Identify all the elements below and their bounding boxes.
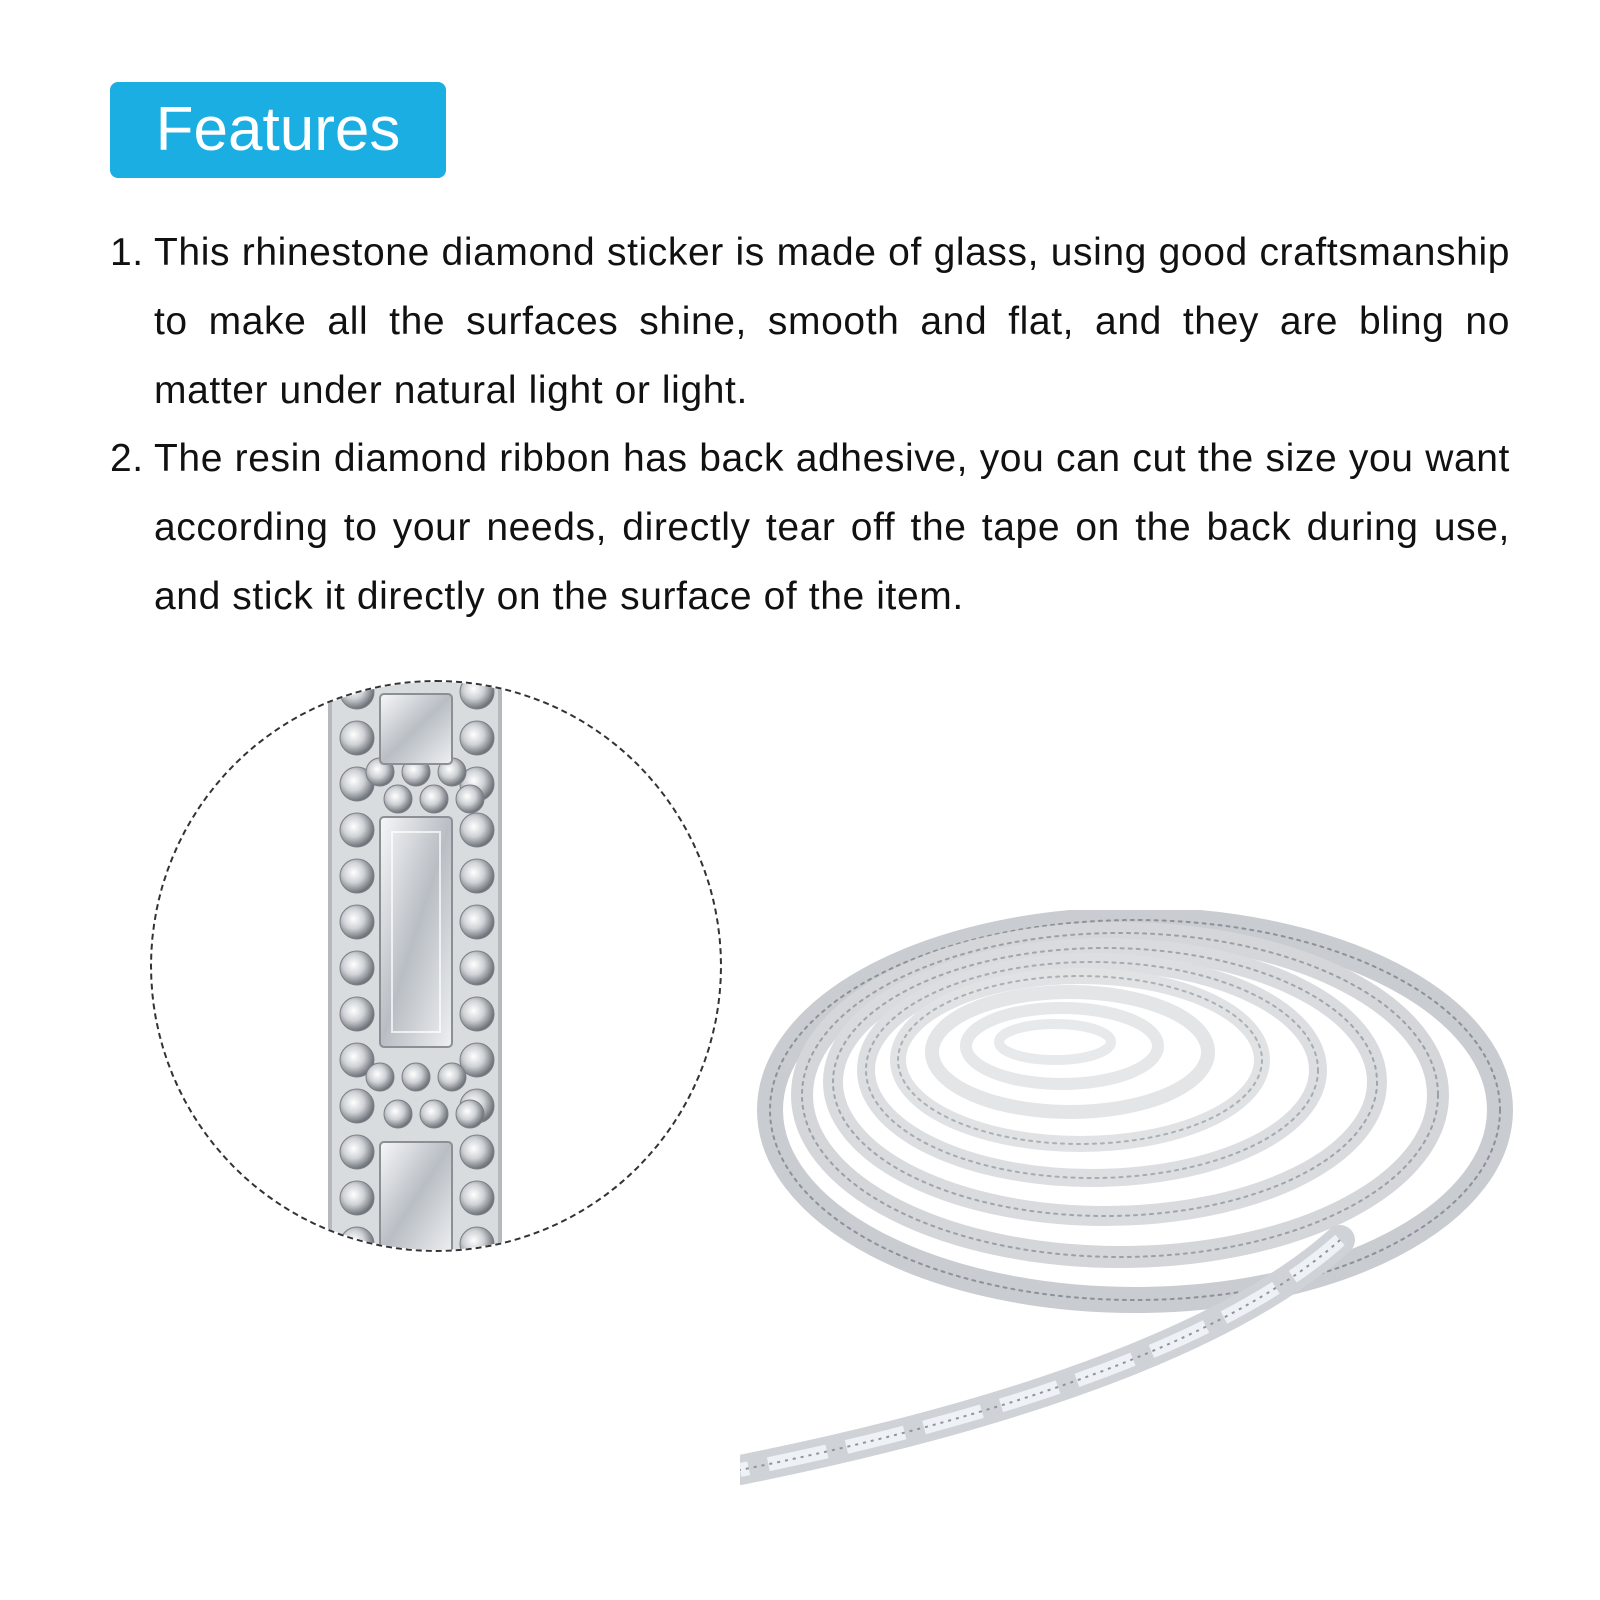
feature-text: This rhinestone diamond sticker is made of glass, using good craftsmanship to make all the surfaces shine, smooth and flat, and they are bling no matter under natural light or light. [154, 231, 1510, 412]
features-badge: Features [110, 82, 446, 178]
rhinestone-strip-closeup-icon [152, 682, 722, 1252]
feature-item-1 [110, 218, 1510, 425]
feature-item-2 [110, 424, 1510, 631]
feature-text: The resin diamond ribbon has back adhesive, you can cut the size you want according to your needs, directly tear off the tape on the back during use, and stick it directly on the surface of the item. [154, 437, 1510, 618]
product-image [740, 910, 1540, 1550]
feature-number: 1. [110, 231, 144, 274]
feature-list [110, 218, 1510, 631]
rhinestone-ribbon-coil-icon [740, 910, 1540, 1550]
feature-number: 2. [110, 437, 144, 480]
closeup-image [150, 680, 722, 1252]
